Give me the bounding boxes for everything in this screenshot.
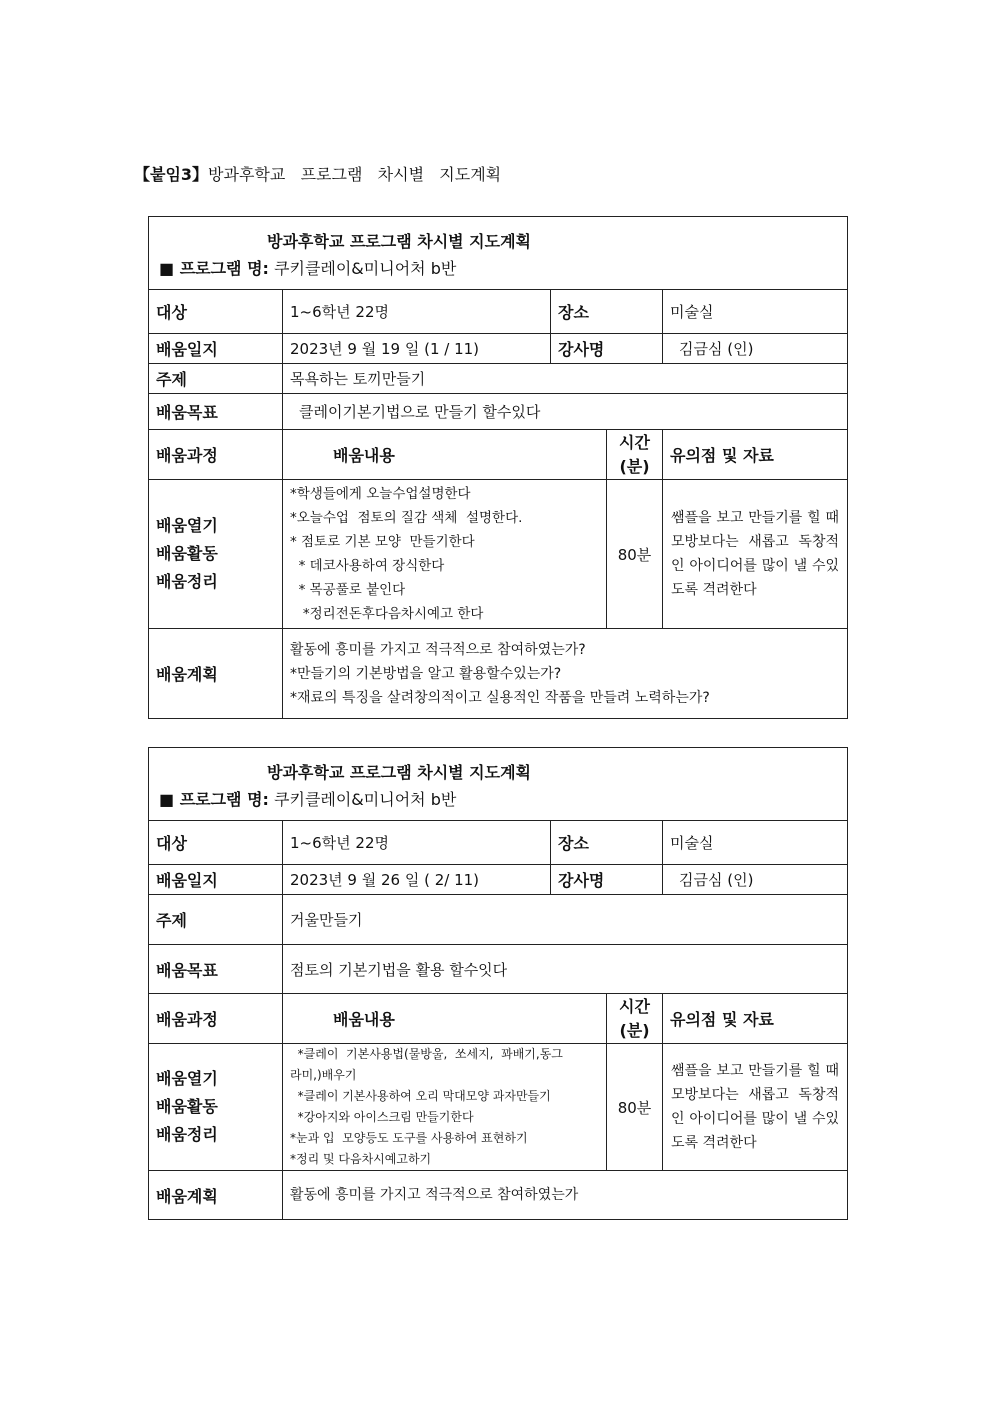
place-value: 미술실 [663,290,848,334]
activity-line: *클레이 기본사용하여 오리 막대모양 과자만들기 [290,1089,551,1103]
stage-opening: 배움열기 [156,1069,218,1088]
time-value: 80분 [607,480,663,629]
plan-line: 활동에 흥미를 가지고 적극적으로 참여하였는가? [290,641,586,658]
program-name: 쿠키클레이&미니어처 b반 [274,789,457,809]
activity-line: *클레이 기본사용법(물방울, 쏘세지, 꽈배기,동그 [290,1047,563,1061]
date-label: 배움일지 [149,334,283,364]
place-value: 미술실 [663,821,848,865]
plan-title-cell [149,748,848,821]
plan-line: 활동에 흥미를 가지고 적극적으로 참여하였는가 [290,1187,579,1203]
time-header-line-2: (분) [619,1020,650,1040]
instructor-value: 김금심 (인) [663,865,848,895]
date-label: 배움일지 [149,865,283,895]
activity-line: * 목공풀로 붙인다 [290,582,406,598]
stage-wrapup: 배움정리 [156,572,218,591]
plan-heading: 방과후학교 프로그램 차시별 지도계획 [267,231,532,251]
date-value: 2023년 9 월 26 일 ( 2/ 11) [283,865,551,895]
plan-heading: 방과후학교 프로그램 차시별 지도계획 [267,762,532,782]
plan-line: *만들기의 기본방법을 알고 활용할수있는가? [290,665,562,682]
time-header [607,994,663,1044]
activities-cell [283,480,607,629]
instructor-label: 강사명 [551,334,663,364]
notes-value: 쌤플을 보고 만들기를 힐 때 모방보다는 새롭고 독창적인 아이디어를 많이 낼 수있도록 격려한다 [663,1044,848,1171]
activity-line: *오늘수업 점토의 질감 색체 설명한다. [290,510,523,526]
activity-line: * 데코사용하여 장식한다 [290,558,445,574]
program-name-line [159,786,837,814]
program-name: 쿠키클레이&미니어처 b반 [274,258,457,278]
attachment-label: 【붙임3】 [134,165,209,184]
content-label: 배움내용 [283,994,607,1044]
activities-cell [283,1044,607,1171]
topic-value: 목욕하는 토끼만들기 [283,364,848,394]
target-value: 1~6학년 22명 [283,290,551,334]
stage-opening: 배움열기 [156,516,218,535]
topic-value: 거울만들기 [283,895,848,945]
attachment-heading [134,162,501,185]
lesson-plan-table-2 [148,747,848,1220]
goal-value: 클레이기본기법으로 만들기 할수있다 [283,394,848,430]
activity-line: * 점토로 기본 모양 만들기한다 [290,534,475,550]
plan-label: 배움계획 [149,1171,283,1220]
process-label: 배움과정 [149,430,283,480]
program-label: ■ 프로그램 명: [159,789,269,809]
place-label: 장소 [551,290,663,334]
instructor-value: 김금심 (인) [663,334,848,364]
content-label: 배움내용 [283,430,607,480]
plan-line: *재료의 특징을 살려창의적이고 실용적인 작품을 만들려 노력하는가? [290,689,710,706]
program-name-line [159,255,837,283]
activity-line: 라미,)배우기 [290,1068,357,1082]
notes-label: 유의점 및 자료 [663,430,848,480]
process-label: 배움과정 [149,994,283,1044]
stage-activity: 배움활동 [156,1097,218,1116]
topic-label: 주제 [149,364,283,394]
plan-cell [283,1171,848,1220]
topic-label: 주제 [149,895,283,945]
time-header [607,430,663,480]
plan-label: 배움계획 [149,629,283,719]
plan-cell [283,629,848,719]
stage-wrapup: 배움정리 [156,1125,218,1144]
target-label: 대상 [149,290,283,334]
time-value: 80분 [607,1044,663,1171]
goal-label: 배움목표 [149,394,283,430]
target-value: 1~6학년 22명 [283,821,551,865]
target-label: 대상 [149,821,283,865]
place-label: 장소 [551,821,663,865]
goal-value: 점토의 기본기법을 활용 할수잇다 [283,945,848,994]
attachment-title: 방과후학교 프로그램 차시별 지도계획 [208,165,502,184]
time-header-line-2: (분) [619,456,650,476]
goal-label: 배움목표 [149,945,283,994]
activity-line: *강아지와 아이스크림 만들기한다 [290,1110,474,1124]
plan-title-cell [149,217,848,290]
time-header-line-1: 시간 [619,996,650,1016]
stage-activity: 배움활동 [156,544,218,563]
instructor-label: 강사명 [551,865,663,895]
time-header-line-1: 시간 [619,432,650,452]
date-value: 2023년 9 월 19 일 (1 / 11) [283,334,551,364]
lesson-plan-table-1 [148,216,848,719]
activity-line: *정리 및 다음차시예고하기 [290,1152,432,1166]
activity-line: *눈과 입 모양등도 도구를 사용하여 표현하기 [290,1131,528,1145]
program-label: ■ 프로그램 명: [159,258,269,278]
notes-label: 유의점 및 자료 [663,994,848,1044]
activity-line: *정리전돈후다음차시예고 한다 [290,606,484,622]
stage-cell [149,480,283,629]
stage-cell [149,1044,283,1171]
notes-value: 쌤플을 보고 만들기를 힐 때 모방보다는 새롭고 독창적인 아이디어를 많이 낼 수있도록 격려한다 [663,480,848,629]
activity-line: *학생들에게 오늘수업설명한다 [290,486,471,502]
